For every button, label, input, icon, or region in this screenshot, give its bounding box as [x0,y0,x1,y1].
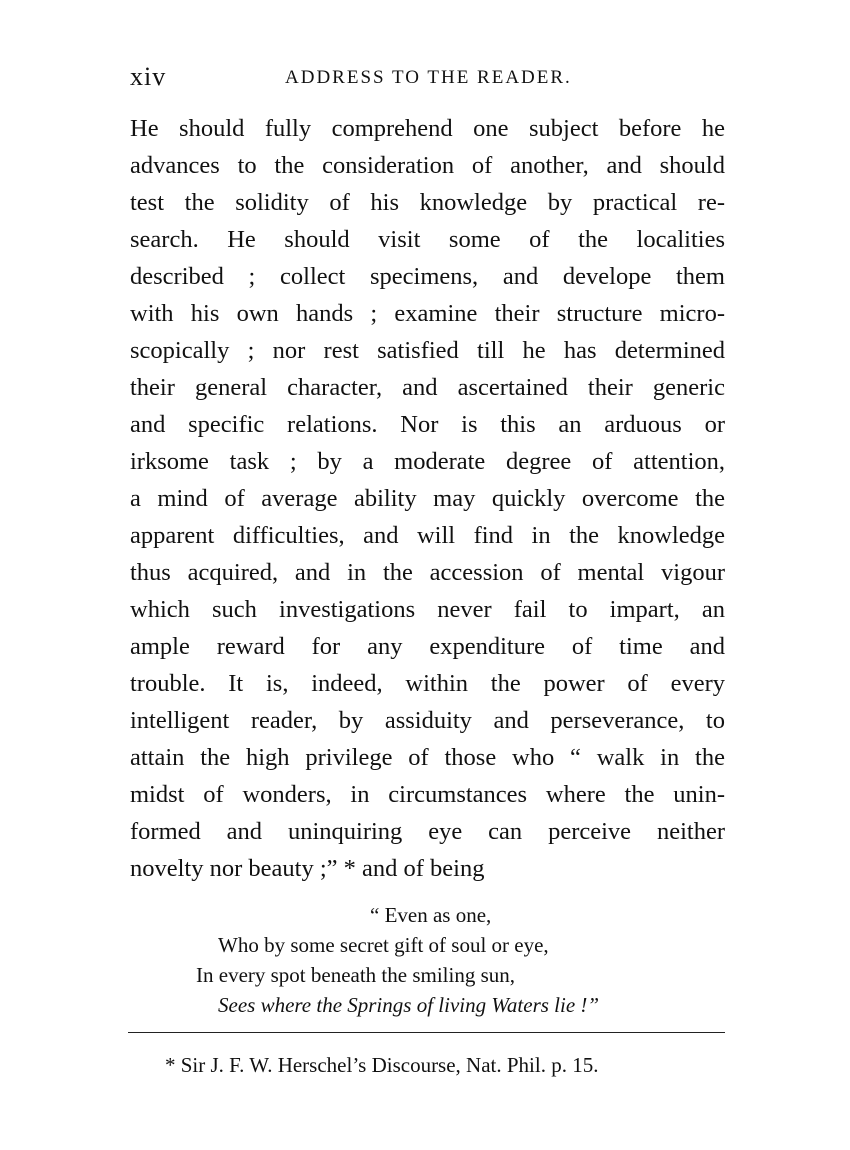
body-line: novelty nor beauty ;” * and of being [130,855,485,882]
page-number: xiv [130,62,167,91]
body-line: ample reward for any expenditure of time and [130,633,725,660]
body-line: attain the high privilege of those who “ walk in the [130,744,725,771]
body-line: advances to the consideration of another, and should [130,152,725,179]
body-line: intelligent reader, by assiduity and perseverance, to [130,707,725,734]
body-line: trouble. It is, indeed, within the power of every [130,670,725,697]
body-line: search. He should visit some of the localities [130,226,725,253]
body-line: which such investigations never fail to impart, an [130,596,725,623]
body-line: thus acquired, and in the accession of mental vigour [130,559,725,586]
body-line: scopically ; nor rest satisfied till he has determined [130,337,725,364]
body-line: irksome task ; by a moderate degree of attention, [130,448,725,475]
body-line: test the solidity of his knowledge by practical re- [130,189,725,216]
body-line: with his own hands ; examine their structure micro- [130,300,725,327]
running-title: ADDRESS TO THE READER. [285,67,572,88]
verse-line: Sees where the Springs of living Waters lie !” [218,993,600,1017]
body-line: apparent difficulties, and will find in the knowledge [130,522,725,549]
body-line: formed and uninquiring eye can perceive neither [130,818,725,845]
footnote: * Sir J. F. W. Herschel’s Discourse, Nat. Phil. p. 15. [165,1053,599,1077]
running-head [130,62,730,92]
body-line: described ; collect specimens, and develope them [130,263,725,290]
body-paragraph [130,110,725,887]
body-line: midst of wonders, in circumstances where the unin- [130,781,725,808]
body-line: He should fully comprehend one subject before he [130,115,725,142]
verse-line: “ Even as one, [370,903,492,927]
body-line: their general character, and ascertained their generic [130,374,725,401]
footnote-rule [128,1032,725,1033]
body-line: and specific relations. Nor is this an arduous or [130,411,725,438]
verse-line: In every spot beneath the smiling sun, [196,963,516,987]
body-line: a mind of average ability may quickly overcome the [130,485,725,512]
verse-line: Who by some secret gift of soul or eye, [218,933,549,957]
